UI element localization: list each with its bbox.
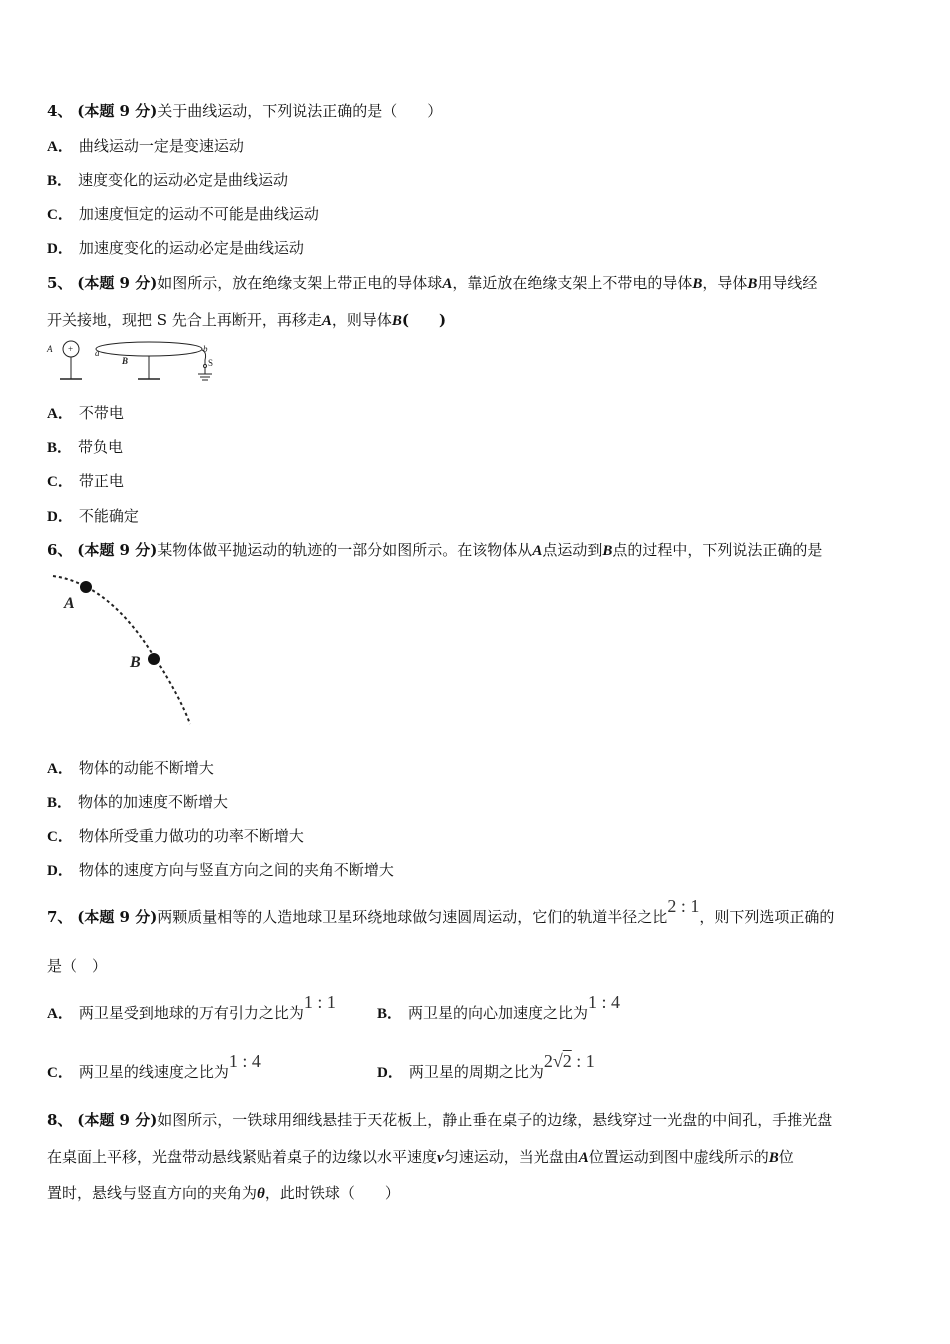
sqrt-symbol: √ (552, 1051, 563, 1071)
q7-option-c[interactable] (47, 1051, 261, 1083)
var-a: A (578, 1150, 589, 1166)
question-tag: (本题 9 分) (77, 274, 158, 292)
question-text: ，则下列选项正确的 (699, 908, 835, 926)
question-text: 开关接地，现把 S 先合上再断开，再移走 (47, 311, 322, 329)
q6-stem (47, 540, 822, 561)
label-a-end: a (95, 348, 100, 358)
option-label: D． (47, 863, 73, 879)
option-text: 带正电 (78, 472, 124, 490)
label-point-a: A (64, 595, 75, 612)
q6-option-b[interactable] (47, 792, 228, 813)
q7-stem-line1 (47, 896, 835, 927)
question-number: 8、 (47, 1111, 73, 1129)
option-label: A． (47, 139, 73, 155)
math-coefficient: 2 (543, 1051, 553, 1071)
var-theta: θ (257, 1186, 265, 1202)
option-text: 两卫星的向心加速度之比为 (408, 1004, 589, 1022)
q8-stem-line3 (47, 1183, 400, 1204)
var-a: A (532, 543, 543, 559)
math-ratio: 2 : 1 (667, 896, 700, 916)
q4-option-d[interactable] (47, 238, 304, 259)
q5-stem-line2 (47, 310, 446, 331)
option-text: 两卫星受到地球的万有引力之比为 (78, 1004, 304, 1022)
q5-option-b[interactable] (47, 437, 123, 458)
option-text: 不能确定 (78, 507, 139, 525)
var-b: B (768, 1150, 779, 1166)
question-text: 两颗质量相等的人造地球卫星环绕地球做匀速圆周运动，它们的轨道半径之比 (157, 908, 668, 926)
q5-figure (45, 340, 220, 388)
q6-figure (50, 572, 200, 727)
question-text: ，靠近放在绝缘支架上不带电的导体 (452, 274, 693, 292)
q8-stem-line1 (47, 1110, 832, 1130)
option-label: C． (47, 474, 73, 490)
option-text: 两卫星的线速度之比为 (78, 1063, 229, 1081)
question-tag: (本题 9 分) (77, 1111, 158, 1129)
question-number: 4、 (47, 102, 73, 120)
q4-option-c[interactable] (47, 204, 319, 225)
point-a-dot (80, 581, 92, 593)
option-text: 加速度恒定的运动不可能是曲线运动 (78, 205, 319, 223)
question-text: ( ) (401, 311, 447, 329)
question-number: 6、 (47, 541, 73, 559)
q5-option-a[interactable] (47, 403, 124, 424)
var-b: B (692, 276, 703, 292)
question-tag: (本题 9 分) (77, 541, 158, 559)
label-b: B (122, 356, 129, 366)
option-label: D． (47, 241, 73, 257)
option-text: 加速度变化的运动必定是曲线运动 (78, 239, 304, 257)
question-text: ，导体 (702, 274, 748, 292)
option-label: C． (47, 829, 73, 845)
var-a: A (321, 313, 332, 329)
q5-option-c[interactable] (47, 471, 124, 492)
math-radicand: 2 (562, 1051, 572, 1071)
question-text: 某物体做平抛运动的轨迹的一部分如图所示。在该物体从 (157, 541, 533, 559)
question-text: 置时，悬线与竖直方向的夹角为 (47, 1184, 258, 1202)
label-s: S (208, 358, 214, 368)
question-text: 位置运动到图中虚线所示的 (588, 1148, 769, 1166)
option-text: 物体的动能不断增大 (78, 759, 214, 777)
option-label: B． (47, 795, 73, 811)
option-text: 两卫星的周期之比为 (408, 1063, 544, 1081)
math-ratio: 1 : 4 (588, 992, 621, 1012)
math-ratio-tail: : 1 (571, 1051, 595, 1071)
label-plus: + (68, 344, 74, 354)
q8-stem-line2 (47, 1147, 794, 1168)
option-label: A． (47, 761, 73, 777)
q4-option-a[interactable] (47, 136, 244, 157)
question-number: 7、 (47, 908, 73, 926)
conductor-b (96, 342, 202, 356)
question-text: 如图所示，放在绝缘支架上带正电的导体球 (157, 274, 443, 292)
q4-option-b[interactable] (47, 170, 288, 191)
q6-option-d[interactable] (47, 860, 394, 881)
option-text: 曲线运动一定是变速运动 (78, 137, 244, 155)
var-a: A (442, 276, 453, 292)
question-text: 如图所示，一铁球用细线悬挂于天花板上，静止垂在桌子的边缘，悬线穿过一光盘的中间孔，手推光盘 (157, 1111, 833, 1129)
option-label: D． (47, 509, 73, 525)
option-text: 物体的加速度不断增大 (78, 793, 229, 811)
math-sqrt-ratio (544, 1051, 595, 1071)
var-b: B (747, 276, 758, 292)
var-v: v (437, 1150, 444, 1166)
question-text: 用导线经 (757, 274, 818, 292)
question-number: 5、 (47, 274, 73, 292)
option-label: C． (47, 1065, 73, 1081)
option-label: D． (377, 1065, 403, 1081)
option-label: B． (377, 1006, 403, 1022)
option-label: B． (47, 173, 73, 189)
var-b: B (391, 313, 402, 329)
option-label: C． (47, 207, 73, 223)
question-text: 匀速运动，当光盘由 (443, 1148, 579, 1166)
q6-option-c[interactable] (47, 826, 304, 847)
label-b-end: b (203, 344, 208, 354)
option-text: 物体所受重力做功的功率不断增大 (78, 827, 304, 845)
question-text: ，此时铁球（ ） (264, 1184, 400, 1202)
q5-stem-line1 (47, 273, 817, 294)
q5-option-d[interactable] (47, 506, 139, 527)
option-text: 带负电 (78, 438, 124, 456)
option-label: A． (47, 406, 73, 422)
option-text: 不带电 (78, 404, 124, 422)
q7-option-b[interactable] (377, 992, 621, 1024)
var-b: B (602, 543, 613, 559)
point-b-dot (148, 653, 160, 665)
question-text: 关于曲线运动，下列说法正确的是（ ） (157, 102, 443, 120)
q7-option-a[interactable] (47, 992, 336, 1024)
option-text: 速度变化的运动必定是曲线运动 (78, 171, 289, 189)
question-text: 点运动到 (542, 541, 603, 559)
q7-stem-line2: 是（ ） (47, 957, 108, 975)
question-text: 点的过程中，下列说法正确的是 (612, 541, 823, 559)
q7-option-d[interactable] (377, 1051, 595, 1083)
question-text: 在桌面上平移，光盘带动悬线紧贴着桌子的边缘以水平速度 (47, 1148, 438, 1166)
question-tag: (本题 9 分) (77, 102, 158, 120)
label-a: A (47, 344, 53, 354)
question-tag: (本题 9 分) (77, 908, 158, 926)
option-text: 物体的速度方向与竖直方向之间的夹角不断增大 (78, 861, 394, 879)
label-point-b: B (130, 654, 141, 671)
question-text: ，则导体 (331, 311, 392, 329)
option-label: A． (47, 1006, 73, 1022)
math-ratio: 1 : 1 (303, 992, 336, 1012)
q4-stem (47, 101, 442, 121)
math-ratio: 1 : 4 (228, 1051, 261, 1071)
q6-option-a[interactable] (47, 758, 214, 779)
question-text: 位 (778, 1148, 794, 1166)
option-label: B． (47, 440, 73, 456)
